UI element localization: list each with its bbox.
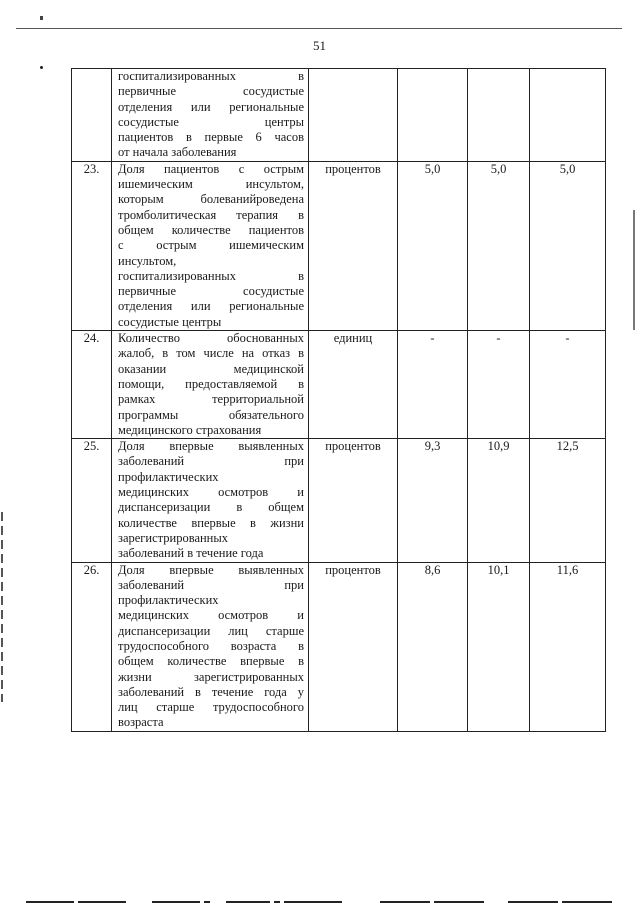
description-line: медицинского страхования [118,422,262,437]
indicator-description [112,439,309,562]
indicator-description [112,161,309,330]
description-line: оказании медицинской [118,361,304,376]
description-line: сосудистые центры [118,314,222,329]
table-row [72,562,606,731]
indicator-description [112,69,309,162]
description-line: медицинских осмотров и [118,608,304,623]
description-lines [118,162,304,330]
indicator-description [112,562,309,731]
description-line: ишемическим инсультом, [118,177,304,192]
unit-cell [309,69,398,162]
description-line: сосудистые центры [118,114,304,129]
value-year-3: 5,0 [530,161,606,330]
description-line: госпитализированных в [118,268,304,283]
page-number: 51 [313,38,326,53]
description-lines [118,563,304,731]
table-body [72,69,606,732]
scan-edge-left [1,512,3,702]
description-line: заболеваний в течение года у [118,684,304,699]
row-number [72,69,112,162]
value-year-3: 12,5 [530,439,606,562]
value-year-2: 10,9 [468,439,530,562]
value-year-2 [468,69,530,162]
description-line: диспансеризации в общем [118,500,304,515]
value-year-1: 8,6 [398,562,468,731]
description-line: отделения или региональные [118,299,304,314]
table-row [72,161,606,330]
description-line: от начала заболевания [118,145,237,160]
value-year-2: 5,0 [468,161,530,330]
description-line: заболеваний в течение года [118,546,264,561]
description-line: программы обязательного [118,407,304,422]
description-line: пациентов в первые 6 часов [118,130,304,145]
value-year-2: 10,1 [468,562,530,731]
description-line: которым болеванийроведена [118,192,304,207]
table-row [72,331,606,439]
row-number: 23. [72,161,112,330]
scan-edge-right [633,210,635,330]
value-year-1 [398,69,468,162]
description-line: профилактических [118,593,219,608]
description-line: профилактических [118,469,219,484]
description-lines [118,331,304,438]
description-line: рамках территориальной [118,392,304,407]
value-year-1: - [398,331,468,439]
description-line: лиц старше трудоспособного [118,700,304,715]
row-number: 25. [72,439,112,562]
description-line: первичные сосудистые [118,84,304,99]
description-line: госпитализированных в [118,69,304,83]
scan-dot [40,66,43,69]
top-rule [16,28,622,29]
value-year-3: - [530,331,606,439]
description-line: Доля впервые выявленных [118,439,304,454]
value-year-1: 9,3 [398,439,468,562]
value-year-2: - [468,331,530,439]
description-line: тромболитическая терапия в [118,207,304,222]
description-line: зарегистрированных [118,530,229,545]
description-line: с острым ишемическим [118,238,304,253]
value-year-1: 5,0 [398,161,468,330]
indicators-table [71,68,606,732]
description-line: медицинских осмотров и [118,485,304,500]
description-line: заболеваний при [118,454,304,469]
unit-cell: процентов [309,161,398,330]
description-line: жизни зарегистрированных [118,669,304,684]
scan-mark [40,16,43,20]
description-line: Доля пациентов с острым [118,161,304,176]
unit-cell: процентов [309,562,398,731]
row-number: 26. [72,562,112,731]
description-line: заболеваний при [118,577,304,592]
unit-cell: процентов [309,439,398,562]
description-line: общем количестве пациентов [118,222,304,237]
bottom-rules [0,901,639,903]
indicator-description [112,331,309,439]
description-line: инсультом, [118,253,177,268]
description-line: помощи, предоставляемой в [118,376,304,391]
unit-cell: единиц [309,331,398,439]
table-row [72,69,606,162]
description-line: первичные сосудистые [118,284,304,299]
description-line: общем количестве впервые в [118,654,304,669]
description-line: количестве впервые в жизни [118,515,304,530]
description-line: трудоспособного возраста в [118,638,304,653]
table-row [72,439,606,562]
description-line: отделения или региональные [118,99,304,114]
row-number: 24. [72,331,112,439]
value-year-3 [530,69,606,162]
value-year-3: 11,6 [530,562,606,731]
description-line: диспансеризации лиц старше [118,623,304,638]
description-line: возраста [118,715,164,730]
description-lines [118,69,304,161]
description-lines [118,439,304,561]
description-line: Количество обоснованных [118,331,304,346]
description-line: жалоб, в том числе на отказ в [118,346,304,361]
description-line: Доля впервые выявленных [118,562,304,577]
